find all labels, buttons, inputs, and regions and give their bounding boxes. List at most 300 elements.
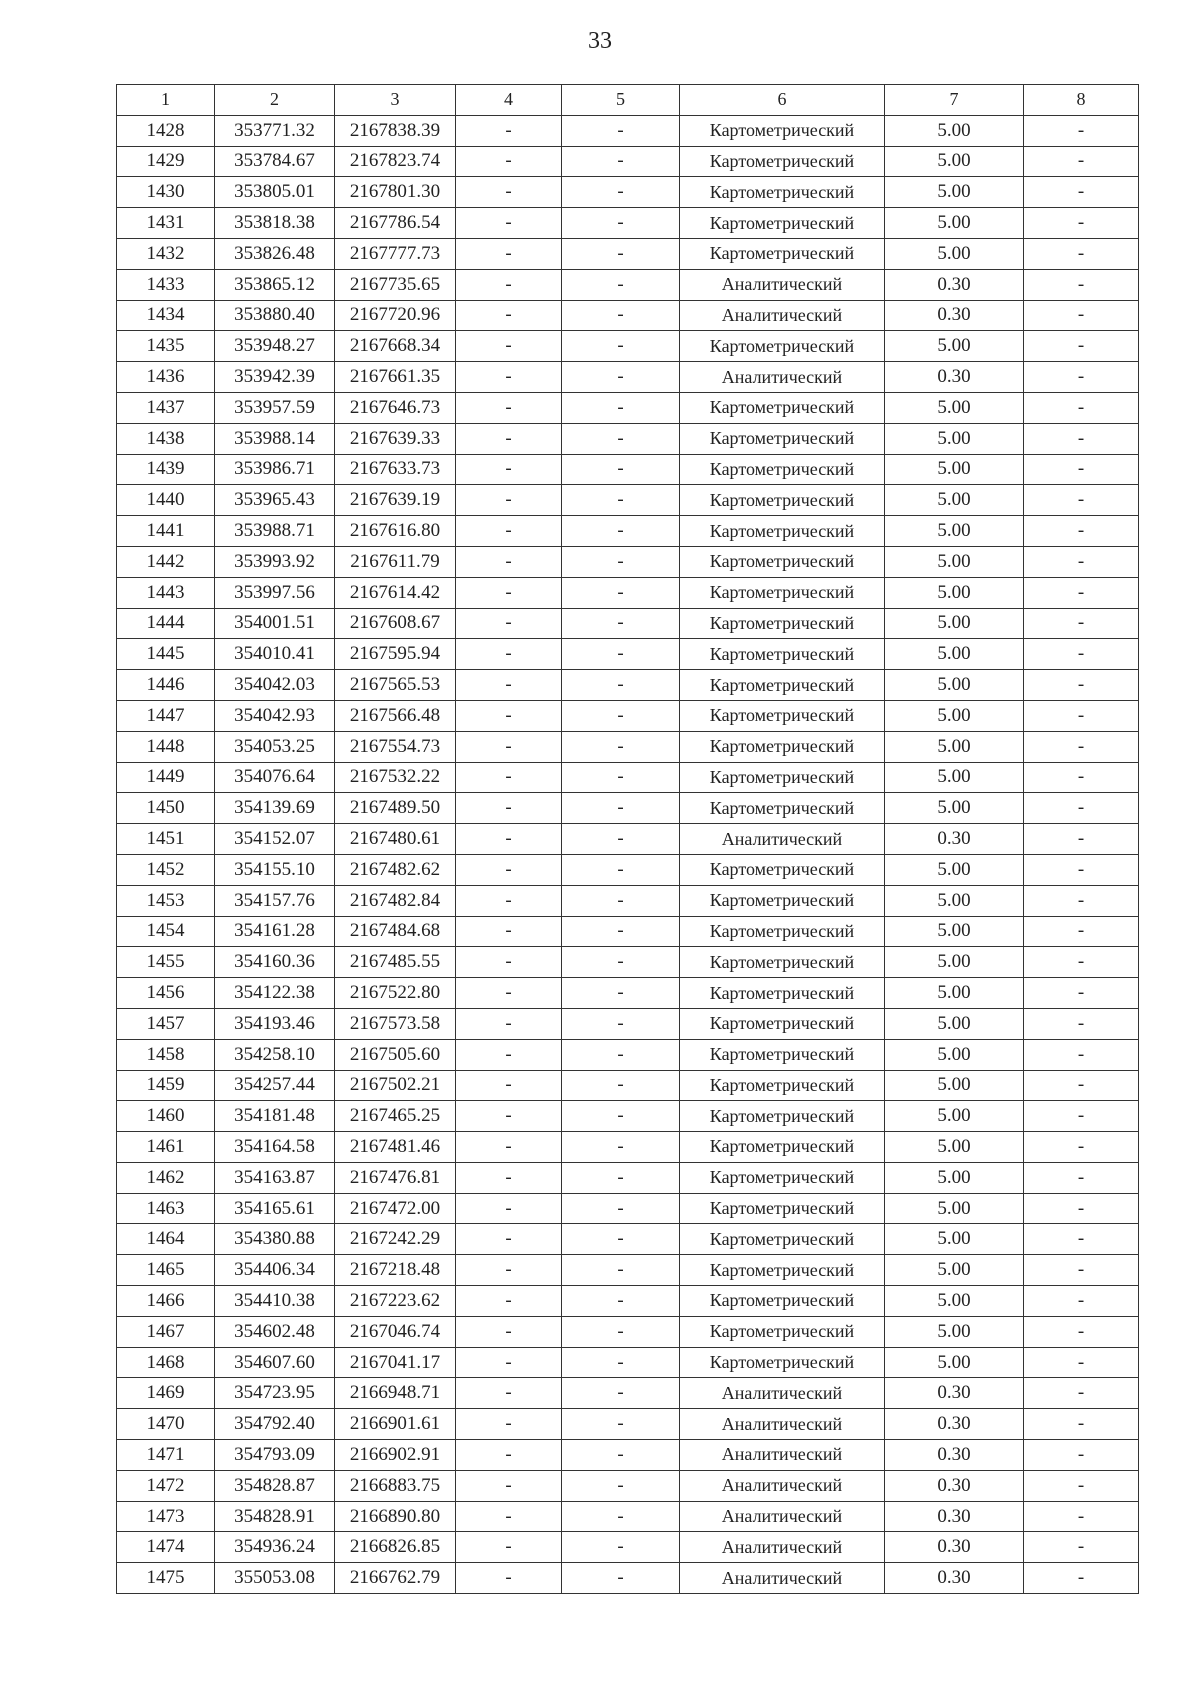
- column-4-cell: -: [456, 1409, 562, 1440]
- point-number-cell: 1428: [117, 115, 215, 146]
- column-5-cell: -: [562, 1563, 680, 1594]
- method-cell: Картометрический: [680, 392, 885, 423]
- column-header-3: 3: [335, 85, 456, 116]
- method-cell: Картометрический: [680, 854, 885, 885]
- y-coordinate-cell: 2167532.22: [335, 762, 456, 793]
- column-5-cell: -: [562, 1501, 680, 1532]
- column-5-cell: -: [562, 1101, 680, 1132]
- y-coordinate-cell: 2167668.34: [335, 331, 456, 362]
- column-8-cell: -: [1024, 1409, 1139, 1440]
- column-4-cell: -: [456, 1039, 562, 1070]
- column-8-cell: -: [1024, 577, 1139, 608]
- table-row: [117, 269, 1139, 300]
- x-coordinate-cell: 354258.10: [215, 1039, 335, 1070]
- point-number-cell: 1458: [117, 1039, 215, 1070]
- table-row: [117, 731, 1139, 762]
- y-coordinate-cell: 2167777.73: [335, 238, 456, 269]
- table-row: [117, 1501, 1139, 1532]
- accuracy-cell: 5.00: [885, 1224, 1024, 1255]
- method-cell: Картометрический: [680, 546, 885, 577]
- accuracy-cell: 5.00: [885, 392, 1024, 423]
- accuracy-cell: 0.30: [885, 362, 1024, 393]
- column-5-cell: -: [562, 208, 680, 239]
- x-coordinate-cell: 353948.27: [215, 331, 335, 362]
- point-number-cell: 1440: [117, 485, 215, 516]
- y-coordinate-cell: 2167482.62: [335, 854, 456, 885]
- accuracy-cell: 5.00: [885, 115, 1024, 146]
- point-number-cell: 1454: [117, 916, 215, 947]
- table-row: [117, 546, 1139, 577]
- point-number-cell: 1449: [117, 762, 215, 793]
- column-8-cell: -: [1024, 1316, 1139, 1347]
- method-cell: Аналитический: [680, 1440, 885, 1471]
- y-coordinate-cell: 2167639.19: [335, 485, 456, 516]
- method-cell: Аналитический: [680, 1532, 885, 1563]
- x-coordinate-cell: 354828.87: [215, 1470, 335, 1501]
- x-coordinate-cell: 355053.08: [215, 1563, 335, 1594]
- column-8-cell: -: [1024, 1039, 1139, 1070]
- method-cell: Аналитический: [680, 300, 885, 331]
- column-4-cell: -: [456, 146, 562, 177]
- column-4-cell: -: [456, 762, 562, 793]
- column-5-cell: -: [562, 392, 680, 423]
- column-8-cell: -: [1024, 639, 1139, 670]
- x-coordinate-cell: 354792.40: [215, 1409, 335, 1440]
- method-cell: Картометрический: [680, 1193, 885, 1224]
- column-4-cell: -: [456, 115, 562, 146]
- accuracy-cell: 5.00: [885, 916, 1024, 947]
- accuracy-cell: 5.00: [885, 1255, 1024, 1286]
- accuracy-cell: 5.00: [885, 700, 1024, 731]
- method-cell: Картометрический: [680, 1132, 885, 1163]
- x-coordinate-cell: 353942.39: [215, 362, 335, 393]
- column-header-2: 2: [215, 85, 335, 116]
- column-4-cell: -: [456, 1162, 562, 1193]
- y-coordinate-cell: 2167041.17: [335, 1347, 456, 1378]
- method-cell: Аналитический: [680, 1378, 885, 1409]
- point-number-cell: 1433: [117, 269, 215, 300]
- column-8-cell: -: [1024, 392, 1139, 423]
- x-coordinate-cell: 354053.25: [215, 731, 335, 762]
- x-coordinate-cell: 354042.93: [215, 700, 335, 731]
- column-4-cell: -: [456, 1563, 562, 1594]
- table-body: [117, 115, 1139, 1593]
- column-5-cell: -: [562, 1470, 680, 1501]
- column-5-cell: -: [562, 238, 680, 269]
- y-coordinate-cell: 2167646.73: [335, 392, 456, 423]
- column-8-cell: -: [1024, 824, 1139, 855]
- table-row: [117, 177, 1139, 208]
- column-4-cell: -: [456, 978, 562, 1009]
- y-coordinate-cell: 2166902.91: [335, 1440, 456, 1471]
- method-cell: Картометрический: [680, 916, 885, 947]
- point-number-cell: 1441: [117, 516, 215, 547]
- table-row: [117, 916, 1139, 947]
- y-coordinate-cell: 2166762.79: [335, 1563, 456, 1594]
- accuracy-cell: 5.00: [885, 146, 1024, 177]
- table-row: [117, 392, 1139, 423]
- point-number-cell: 1455: [117, 947, 215, 978]
- column-8-cell: -: [1024, 1347, 1139, 1378]
- method-cell: Картометрический: [680, 608, 885, 639]
- method-cell: Картометрический: [680, 731, 885, 762]
- accuracy-cell: 5.00: [885, 577, 1024, 608]
- table-row: [117, 146, 1139, 177]
- point-number-cell: 1444: [117, 608, 215, 639]
- x-coordinate-cell: 354042.03: [215, 670, 335, 701]
- x-coordinate-cell: 353805.01: [215, 177, 335, 208]
- y-coordinate-cell: 2167554.73: [335, 731, 456, 762]
- y-coordinate-cell: 2166901.61: [335, 1409, 456, 1440]
- y-coordinate-cell: 2167735.65: [335, 269, 456, 300]
- column-4-cell: -: [456, 608, 562, 639]
- column-4-cell: -: [456, 639, 562, 670]
- point-number-cell: 1450: [117, 793, 215, 824]
- x-coordinate-cell: 354410.38: [215, 1286, 335, 1317]
- method-cell: Картометрический: [680, 670, 885, 701]
- accuracy-cell: 5.00: [885, 1039, 1024, 1070]
- x-coordinate-cell: 354936.24: [215, 1532, 335, 1563]
- column-header-7: 7: [885, 85, 1024, 116]
- column-8-cell: -: [1024, 1440, 1139, 1471]
- column-5-cell: -: [562, 516, 680, 547]
- column-8-cell: -: [1024, 362, 1139, 393]
- table-row: [117, 485, 1139, 516]
- accuracy-cell: 5.00: [885, 947, 1024, 978]
- column-5-cell: -: [562, 1132, 680, 1163]
- x-coordinate-cell: 353818.38: [215, 208, 335, 239]
- table-row: [117, 978, 1139, 1009]
- method-cell: Картометрический: [680, 947, 885, 978]
- column-5-cell: -: [562, 546, 680, 577]
- y-coordinate-cell: 2167485.55: [335, 947, 456, 978]
- accuracy-cell: 5.00: [885, 854, 1024, 885]
- column-8-cell: -: [1024, 854, 1139, 885]
- method-cell: Картометрический: [680, 1255, 885, 1286]
- y-coordinate-cell: 2167484.68: [335, 916, 456, 947]
- point-number-cell: 1456: [117, 978, 215, 1009]
- column-8-cell: -: [1024, 1008, 1139, 1039]
- column-4-cell: -: [456, 916, 562, 947]
- x-coordinate-cell: 353865.12: [215, 269, 335, 300]
- column-4-cell: -: [456, 1193, 562, 1224]
- x-coordinate-cell: 354076.64: [215, 762, 335, 793]
- column-header-8: 8: [1024, 85, 1139, 116]
- column-5-cell: -: [562, 1039, 680, 1070]
- table-row: [117, 362, 1139, 393]
- column-4-cell: -: [456, 1316, 562, 1347]
- coordinates-table: [116, 84, 1139, 1594]
- point-number-cell: 1459: [117, 1070, 215, 1101]
- y-coordinate-cell: 2167633.73: [335, 454, 456, 485]
- column-4-cell: -: [456, 392, 562, 423]
- x-coordinate-cell: 354793.09: [215, 1440, 335, 1471]
- table-row: [117, 700, 1139, 731]
- y-coordinate-cell: 2167566.48: [335, 700, 456, 731]
- column-8-cell: -: [1024, 1101, 1139, 1132]
- y-coordinate-cell: 2167823.74: [335, 146, 456, 177]
- point-number-cell: 1457: [117, 1008, 215, 1039]
- accuracy-cell: 5.00: [885, 331, 1024, 362]
- y-coordinate-cell: 2167565.53: [335, 670, 456, 701]
- method-cell: Картометрический: [680, 1008, 885, 1039]
- accuracy-cell: 5.00: [885, 762, 1024, 793]
- column-8-cell: -: [1024, 1162, 1139, 1193]
- column-8-cell: -: [1024, 1532, 1139, 1563]
- column-4-cell: -: [456, 700, 562, 731]
- x-coordinate-cell: 354010.41: [215, 639, 335, 670]
- column-4-cell: -: [456, 1501, 562, 1532]
- column-8-cell: -: [1024, 1501, 1139, 1532]
- point-number-cell: 1465: [117, 1255, 215, 1286]
- y-coordinate-cell: 2167502.21: [335, 1070, 456, 1101]
- y-coordinate-cell: 2167472.00: [335, 1193, 456, 1224]
- column-8-cell: -: [1024, 1378, 1139, 1409]
- y-coordinate-cell: 2166883.75: [335, 1470, 456, 1501]
- column-4-cell: -: [456, 824, 562, 855]
- column-8-cell: -: [1024, 1224, 1139, 1255]
- column-5-cell: -: [562, 146, 680, 177]
- method-cell: Картометрический: [680, 577, 885, 608]
- accuracy-cell: 5.00: [885, 608, 1024, 639]
- column-8-cell: -: [1024, 208, 1139, 239]
- accuracy-cell: 5.00: [885, 177, 1024, 208]
- method-cell: Аналитический: [680, 824, 885, 855]
- column-5-cell: -: [562, 362, 680, 393]
- y-coordinate-cell: 2167661.35: [335, 362, 456, 393]
- column-4-cell: -: [456, 516, 562, 547]
- point-number-cell: 1460: [117, 1101, 215, 1132]
- column-5-cell: -: [562, 793, 680, 824]
- accuracy-cell: 5.00: [885, 1347, 1024, 1378]
- table-row: [117, 824, 1139, 855]
- column-8-cell: -: [1024, 177, 1139, 208]
- x-coordinate-cell: 353965.43: [215, 485, 335, 516]
- table-row: [117, 1162, 1139, 1193]
- accuracy-cell: 0.30: [885, 824, 1024, 855]
- column-4-cell: -: [456, 854, 562, 885]
- column-4-cell: -: [456, 1070, 562, 1101]
- column-8-cell: -: [1024, 1286, 1139, 1317]
- column-5-cell: -: [562, 1378, 680, 1409]
- column-5-cell: -: [562, 1286, 680, 1317]
- column-4-cell: -: [456, 1378, 562, 1409]
- table-row: [117, 854, 1139, 885]
- point-number-cell: 1451: [117, 824, 215, 855]
- x-coordinate-cell: 353988.71: [215, 516, 335, 547]
- point-number-cell: 1471: [117, 1440, 215, 1471]
- x-coordinate-cell: 354155.10: [215, 854, 335, 885]
- column-5-cell: -: [562, 608, 680, 639]
- x-coordinate-cell: 353826.48: [215, 238, 335, 269]
- x-coordinate-cell: 354181.48: [215, 1101, 335, 1132]
- x-coordinate-cell: 354828.91: [215, 1501, 335, 1532]
- column-5-cell: -: [562, 639, 680, 670]
- table-row: [117, 1286, 1139, 1317]
- x-coordinate-cell: 354406.34: [215, 1255, 335, 1286]
- table-row: [117, 208, 1139, 239]
- point-number-cell: 1442: [117, 546, 215, 577]
- accuracy-cell: 5.00: [885, 1132, 1024, 1163]
- column-5-cell: -: [562, 762, 680, 793]
- point-number-cell: 1432: [117, 238, 215, 269]
- point-number-cell: 1445: [117, 639, 215, 670]
- column-4-cell: -: [456, 331, 562, 362]
- column-4-cell: -: [456, 1532, 562, 1563]
- column-8-cell: -: [1024, 700, 1139, 731]
- accuracy-cell: 5.00: [885, 978, 1024, 1009]
- table-row: [117, 947, 1139, 978]
- accuracy-cell: 5.00: [885, 1193, 1024, 1224]
- table-row: [117, 1224, 1139, 1255]
- method-cell: Аналитический: [680, 269, 885, 300]
- column-8-cell: -: [1024, 670, 1139, 701]
- point-number-cell: 1453: [117, 885, 215, 916]
- accuracy-cell: 5.00: [885, 516, 1024, 547]
- accuracy-cell: 0.30: [885, 1440, 1024, 1471]
- column-4-cell: -: [456, 454, 562, 485]
- column-5-cell: -: [562, 1347, 680, 1378]
- column-4-cell: -: [456, 731, 562, 762]
- accuracy-cell: 5.00: [885, 208, 1024, 239]
- x-coordinate-cell: 354165.61: [215, 1193, 335, 1224]
- x-coordinate-cell: 353993.92: [215, 546, 335, 577]
- point-number-cell: 1439: [117, 454, 215, 485]
- y-coordinate-cell: 2167242.29: [335, 1224, 456, 1255]
- method-cell: Картометрический: [680, 208, 885, 239]
- y-coordinate-cell: 2167489.50: [335, 793, 456, 824]
- column-4-cell: -: [456, 177, 562, 208]
- table-row: [117, 331, 1139, 362]
- point-number-cell: 1468: [117, 1347, 215, 1378]
- point-number-cell: 1463: [117, 1193, 215, 1224]
- column-5-cell: -: [562, 670, 680, 701]
- method-cell: Картометрический: [680, 639, 885, 670]
- table-row: [117, 1070, 1139, 1101]
- column-8-cell: -: [1024, 1070, 1139, 1101]
- column-4-cell: -: [456, 947, 562, 978]
- column-5-cell: -: [562, 331, 680, 362]
- table-row: [117, 1470, 1139, 1501]
- column-4-cell: -: [456, 1286, 562, 1317]
- column-8-cell: -: [1024, 146, 1139, 177]
- table-row: [117, 577, 1139, 608]
- accuracy-cell: 5.00: [885, 1286, 1024, 1317]
- column-8-cell: -: [1024, 762, 1139, 793]
- x-coordinate-cell: 353988.14: [215, 423, 335, 454]
- column-4-cell: -: [456, 269, 562, 300]
- column-8-cell: -: [1024, 1255, 1139, 1286]
- point-number-cell: 1470: [117, 1409, 215, 1440]
- y-coordinate-cell: 2167218.48: [335, 1255, 456, 1286]
- y-coordinate-cell: 2167595.94: [335, 639, 456, 670]
- method-cell: Картометрический: [680, 115, 885, 146]
- column-8-cell: -: [1024, 793, 1139, 824]
- column-4-cell: -: [456, 1008, 562, 1039]
- column-8-cell: -: [1024, 454, 1139, 485]
- column-5-cell: -: [562, 115, 680, 146]
- x-coordinate-cell: 354723.95: [215, 1378, 335, 1409]
- column-8-cell: -: [1024, 916, 1139, 947]
- accuracy-cell: 5.00: [885, 885, 1024, 916]
- accuracy-cell: 5.00: [885, 731, 1024, 762]
- method-cell: Картометрический: [680, 793, 885, 824]
- column-4-cell: -: [456, 423, 562, 454]
- column-8-cell: -: [1024, 115, 1139, 146]
- table-row: [117, 1193, 1139, 1224]
- method-cell: Картометрический: [680, 1286, 885, 1317]
- y-coordinate-cell: 2167720.96: [335, 300, 456, 331]
- column-header-5: 5: [562, 85, 680, 116]
- table-row: [117, 238, 1139, 269]
- x-coordinate-cell: 354160.36: [215, 947, 335, 978]
- table-row: [117, 115, 1139, 146]
- point-number-cell: 1464: [117, 1224, 215, 1255]
- column-4-cell: -: [456, 1255, 562, 1286]
- column-5-cell: -: [562, 423, 680, 454]
- table-header-row: [117, 85, 1139, 116]
- y-coordinate-cell: 2167801.30: [335, 177, 456, 208]
- column-5-cell: -: [562, 1532, 680, 1563]
- accuracy-cell: 5.00: [885, 1316, 1024, 1347]
- x-coordinate-cell: 354164.58: [215, 1132, 335, 1163]
- method-cell: Картометрический: [680, 454, 885, 485]
- accuracy-cell: 5.00: [885, 639, 1024, 670]
- method-cell: Картометрический: [680, 1070, 885, 1101]
- point-number-cell: 1446: [117, 670, 215, 701]
- table-row: [117, 1440, 1139, 1471]
- point-number-cell: 1443: [117, 577, 215, 608]
- accuracy-cell: 0.30: [885, 1378, 1024, 1409]
- point-number-cell: 1461: [117, 1132, 215, 1163]
- column-8-cell: -: [1024, 1563, 1139, 1594]
- column-8-cell: -: [1024, 608, 1139, 639]
- table-row: [117, 423, 1139, 454]
- accuracy-cell: 5.00: [885, 238, 1024, 269]
- column-8-cell: -: [1024, 546, 1139, 577]
- accuracy-cell: 5.00: [885, 1162, 1024, 1193]
- accuracy-cell: 5.00: [885, 485, 1024, 516]
- column-5-cell: -: [562, 916, 680, 947]
- point-number-cell: 1437: [117, 392, 215, 423]
- y-coordinate-cell: 2167522.80: [335, 978, 456, 1009]
- method-cell: Картометрический: [680, 516, 885, 547]
- column-8-cell: -: [1024, 978, 1139, 1009]
- accuracy-cell: 0.30: [885, 269, 1024, 300]
- method-cell: Картометрический: [680, 978, 885, 1009]
- column-8-cell: -: [1024, 731, 1139, 762]
- column-8-cell: -: [1024, 238, 1139, 269]
- accuracy-cell: 5.00: [885, 546, 1024, 577]
- column-header-1: 1: [117, 85, 215, 116]
- y-coordinate-cell: 2166890.80: [335, 1501, 456, 1532]
- y-coordinate-cell: 2167786.54: [335, 208, 456, 239]
- column-8-cell: -: [1024, 1132, 1139, 1163]
- accuracy-cell: 5.00: [885, 670, 1024, 701]
- table-row: [117, 1132, 1139, 1163]
- column-4-cell: -: [456, 670, 562, 701]
- x-coordinate-cell: 354157.76: [215, 885, 335, 916]
- point-number-cell: 1448: [117, 731, 215, 762]
- accuracy-cell: 5.00: [885, 793, 1024, 824]
- column-4-cell: -: [456, 1470, 562, 1501]
- x-coordinate-cell: 354152.07: [215, 824, 335, 855]
- point-number-cell: 1469: [117, 1378, 215, 1409]
- column-5-cell: -: [562, 454, 680, 485]
- x-coordinate-cell: 353771.32: [215, 115, 335, 146]
- accuracy-cell: 0.30: [885, 1470, 1024, 1501]
- x-coordinate-cell: 354122.38: [215, 978, 335, 1009]
